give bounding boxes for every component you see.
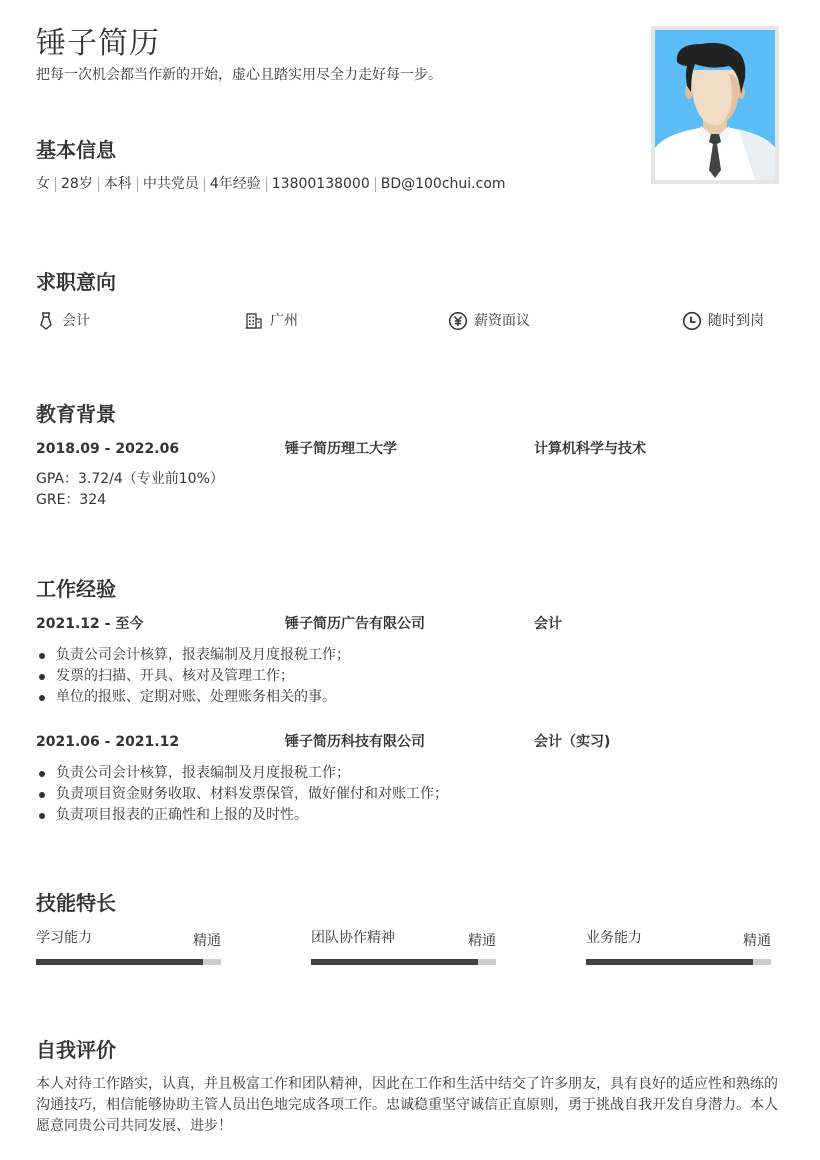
education-period: 2018.09 - 2022.06	[36, 441, 180, 457]
education-major: 计算机科学与技术	[534, 441, 646, 457]
separator	[137, 177, 138, 192]
separator	[266, 177, 267, 192]
intent-salary-label: 薪资面议	[474, 313, 530, 329]
job-intent-row	[36, 310, 776, 332]
tie-icon	[36, 311, 56, 331]
separator	[98, 177, 99, 192]
work-company: 锤子简历广告有限公司	[285, 616, 425, 632]
skill-level: 精通	[468, 933, 496, 949]
skill-bar-fill	[311, 959, 478, 965]
section-title-job-intent: 求职意向	[36, 270, 116, 294]
work-position: 会计（实习)	[534, 734, 611, 750]
skill-name: 团队协作精神	[311, 930, 395, 946]
work-position: 会计	[534, 616, 562, 632]
self-evaluation-text: 本人对待工作踏实，认真，并且极富工作和团队精神，因此在工作和生活中结交了许多朋友，具有良好的适应性和熟练的沟通技巧，相信能够协助主管人员出色地完成各项工作。忠诚稳重坚守诚信正直原则，勇于挑战自我开发自身潜力。本人愿意同贵公司共同发展、进步！	[36, 1076, 778, 1134]
skill-level: 精通	[193, 933, 221, 949]
education-entry-header	[36, 439, 776, 459]
list-item: 负责公司会计核算，报表编制及月度报税工作；	[36, 645, 350, 666]
education-gpa: GPA：3.72/4（专业前10%）	[36, 471, 224, 487]
list-item: 单位的报账、定期对账、处理账务相关的事。	[36, 687, 350, 708]
skill-level: 精通	[743, 933, 771, 949]
list-item: 负责公司会计核算，报表编制及月度报税工作；	[36, 763, 448, 784]
work-bullets	[36, 645, 350, 708]
avatar-icon	[655, 30, 775, 180]
skill-bar-fill	[586, 959, 753, 965]
work-bullets	[36, 763, 448, 826]
section-title-self-evaluation: 自我评价	[36, 1038, 116, 1062]
basic-info-gender: 女	[36, 176, 50, 192]
intent-position	[36, 310, 90, 332]
skill-name: 学习能力	[36, 930, 92, 946]
skill-bar	[586, 959, 771, 965]
resume-name: 锤子简历	[36, 26, 160, 61]
skill-bar	[36, 959, 221, 965]
separator	[204, 177, 205, 192]
separator	[375, 177, 376, 192]
basic-info-age: 28岁	[61, 176, 93, 192]
skill-item	[586, 928, 771, 968]
basic-info-politics: 中共党员	[142, 176, 199, 192]
basic-info-phone: 13800138000	[271, 176, 370, 192]
intent-availability	[682, 310, 764, 332]
intent-city	[244, 310, 298, 332]
work-company: 锤子简历科技有限公司	[285, 734, 425, 750]
building-icon	[244, 311, 264, 331]
intent-position-label: 会计	[62, 313, 90, 329]
basic-info-degree: 本科	[103, 176, 132, 192]
intent-availability-label: 随时到岗	[708, 313, 764, 329]
section-title-skills: 技能特长	[36, 891, 116, 915]
list-item: 发票的扫描、开具、核对及管理工作；	[36, 666, 350, 687]
intent-salary	[448, 310, 530, 332]
intent-city-label: 广州	[270, 313, 298, 329]
education-details	[36, 469, 224, 511]
resume-motto: 把每一次机会都当作新的开始，虚心且踏实用尽全力走好每一步。	[36, 67, 442, 83]
yen-icon	[448, 311, 468, 331]
section-title-work: 工作经验	[36, 577, 116, 601]
education-school: 锤子简历理工大学	[285, 441, 397, 457]
section-title-basic-info: 基本信息	[36, 138, 116, 162]
basic-info-line	[36, 174, 506, 194]
work-entry-header	[36, 614, 776, 634]
list-item: 负责项目资金财务收取、材料发票保管，做好催付和对账工作；	[36, 784, 448, 805]
clock-icon	[682, 311, 702, 331]
section-title-education: 教育背景	[36, 402, 116, 426]
work-entry-header	[36, 732, 776, 752]
skill-name: 业务能力	[586, 930, 642, 946]
work-period: 2021.06 - 2021.12	[36, 734, 180, 750]
skill-bar-fill	[36, 959, 203, 965]
separator	[55, 177, 56, 192]
skill-bar	[311, 959, 496, 965]
skill-item	[311, 928, 496, 968]
profile-photo	[651, 26, 779, 184]
skill-item	[36, 928, 221, 968]
work-period: 2021.12 - 至今	[36, 616, 144, 632]
list-item: 负责项目报表的正确性和上报的及时性。	[36, 805, 448, 826]
basic-info-email: BD@100chui.com	[380, 176, 506, 192]
basic-info-experience: 4年经验	[209, 176, 261, 192]
education-gre: GRE：324	[36, 492, 107, 508]
